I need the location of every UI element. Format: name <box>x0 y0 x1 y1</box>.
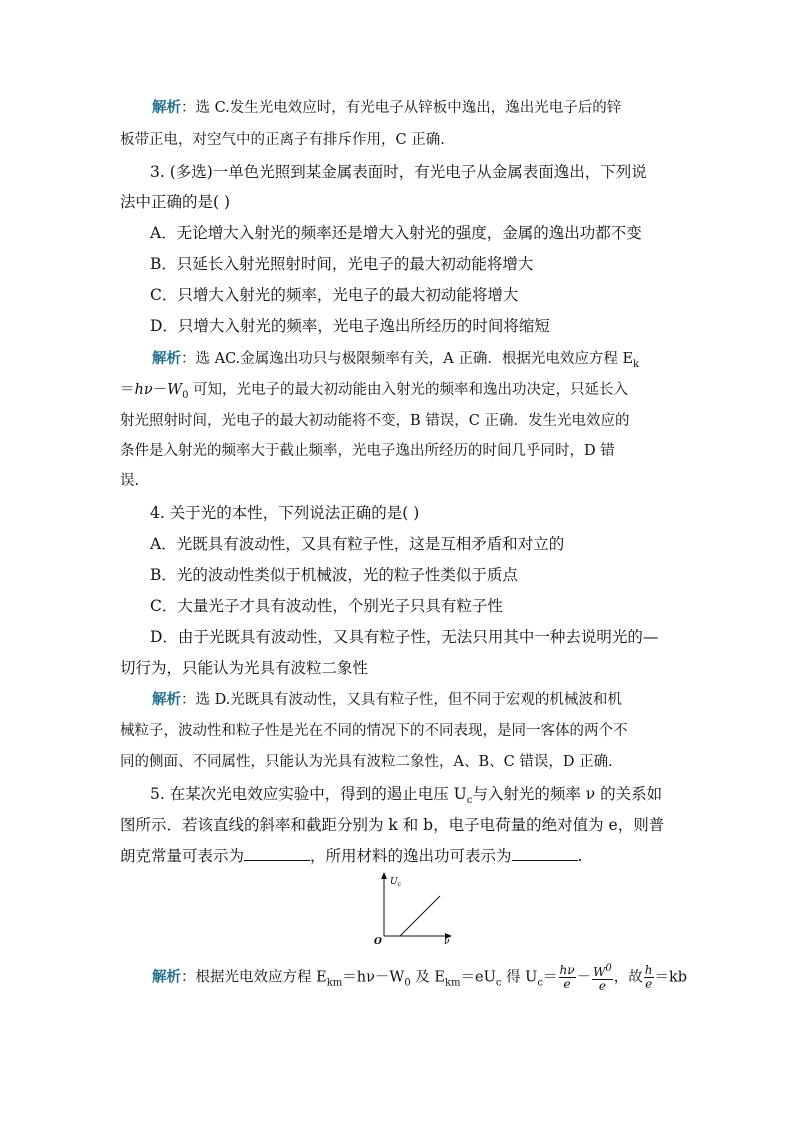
y-axis-arrow <box>381 872 387 879</box>
data-line <box>400 896 440 936</box>
q5-explanation-text: 得 U <box>501 969 538 986</box>
q5-stem-line-2: 图所示．若该直线的斜率和截距分别为 k 和 b，电子电荷量的绝对值为 e，则普 <box>120 816 665 834</box>
q2-explanation-text: ：选 C.发生光电效应时，有光电子从锌板中逸出，逸出光电子后的锌 <box>181 100 622 116</box>
subscript: k <box>633 358 640 370</box>
q3-explanation-text: 可知，光电子的最大初动能由入射光的频率和逸出功决定，只延长入 <box>188 382 629 398</box>
q4-explanation-line-1 <box>152 690 622 710</box>
answer-blank-1[interactable] <box>244 846 310 861</box>
subscript: 0 <box>404 977 411 989</box>
subscript: km <box>445 977 461 989</box>
minus-sign: － <box>576 969 592 986</box>
q5-explanation-text: ＝hν－W <box>342 969 405 986</box>
q3-option-d: D．只增大入射光的频率，光电子逸出所经历的时间将缩短 <box>150 317 550 335</box>
explanation-label: 解析 <box>152 968 181 986</box>
q3-explanation-line-3: 射光照射时间，光电子的最大初动能将不变，B 错误，C 正确．发生光电效应的 <box>120 413 630 429</box>
q4-option-d-continued: 切行为，只能认为光具有波粒二象性 <box>120 659 369 677</box>
q3-stem-line-2: 法中正确的是( ) <box>120 193 231 211</box>
q5-text: 5. 在某次光电效应实验中，得到的遏止电压 U <box>150 785 467 803</box>
q5-text: 与入射光的频率 ν 的关系如 <box>472 785 663 803</box>
origin-label: O <box>374 937 382 946</box>
q4-option-d: D．由于光既具有波动性，又具有粒子性，无法只用其中一种去说明光的— <box>150 628 659 646</box>
q3-option-c: C．只增大入射光的频率，光电子的最大初动能将增大 <box>150 286 519 304</box>
q5-explanation-text: ：根据光电效应方程 E <box>181 969 327 986</box>
fraction-hv-over-e: $\frac{h\nu}{e}$ <box>559 963 575 991</box>
q5-explanation-line-1 <box>152 962 687 995</box>
subscript: c <box>466 795 473 807</box>
q5-stem-line-1 <box>150 784 662 811</box>
q3-explanation-line-2 <box>120 380 628 406</box>
subscript: km <box>326 977 343 989</box>
y-axis-label: $U_c$ <box>390 877 401 888</box>
equals-sign: ＝ <box>543 969 558 986</box>
explanation-label: 解析 <box>152 350 181 367</box>
q3-explanation-line-1 <box>152 349 639 375</box>
q3-option-b: B．只延长入射光照射时间，光电子的最大初动能将增大 <box>150 255 534 273</box>
q4-option-c: C．大量光子才具有波动性，个别光子只具有粒子性 <box>150 597 503 615</box>
q5-stem-line-3 <box>120 846 582 866</box>
subscript: c <box>537 977 544 989</box>
q2-explanation-line-1 <box>152 98 621 118</box>
subscript: 0 <box>182 389 189 401</box>
q4-option-a: A．光既具有波动性，又具有粒子性，这是互相矛盾和对立的 <box>150 535 565 553</box>
q3-explanation-text: ：选 AC.金属逸出功只与极限频率有关，A 正确．根据光电效应方程 E <box>181 351 634 367</box>
q3-explanation-line-5: 误. <box>120 473 140 489</box>
explanation-label: 解析 <box>152 99 181 116</box>
q3-stem-line-1: 3. (多选)一单色光照到某金属表面时，有光电子从金属表面逸出，下列说 <box>150 163 647 181</box>
subscript: c <box>495 977 502 989</box>
uc-vs-frequency-graph <box>370 870 460 946</box>
q5-explanation-text: ，故 <box>613 969 643 986</box>
q5-text: 朗克常量可表示为 <box>120 847 245 865</box>
math-w: W <box>167 382 183 398</box>
equals-sign: ＝ <box>120 382 135 398</box>
q3-option-a: A．无论增大入射光的频率还是增大入射光的强度，金属的逸出功都不变 <box>150 224 642 242</box>
q4-stem: 4. 关于光的本性，下列说法正确的是( ) <box>150 504 420 522</box>
q5-explanation-text: ＝kb <box>654 969 688 986</box>
q4-explanation-text: ：选 D.光既具有波动性，又具有粒子性，但不同于宏观的机械波和机 <box>181 692 622 708</box>
explanation-label: 解析 <box>152 691 181 708</box>
q4-explanation-line-2: 械粒子，波动性和粒子性是光在不同的情况下的不同表现，是同一客体的两个不 <box>120 723 628 739</box>
minus-sign: － <box>152 382 168 398</box>
q5-explanation-text: 及 E <box>410 969 445 986</box>
q3-explanation-line-4: 条件是入射光的频率大于截止频率，光电子逸出所经历的时间几乎同时，D 错 <box>120 443 615 459</box>
q2-explanation-line-2: 板带正电，对空气中的正离子有排斥作用，C 正确. <box>120 132 445 148</box>
math-hv: hν <box>134 382 153 398</box>
fraction-w0-over-e: $\frac{W^0}{e}$ <box>593 963 612 993</box>
answer-blank-2[interactable] <box>512 846 578 861</box>
q5-explanation-text: ＝eU <box>460 969 496 986</box>
x-axis-label: ν <box>444 937 450 946</box>
q5-text: . <box>577 847 583 865</box>
q5-text: ，所用材料的逸出功可表示为 <box>310 847 512 865</box>
q4-option-b: B．光的波动性类似于机械波，光的粒子性类似于质点 <box>150 566 518 584</box>
fraction-h-over-e: $\frac{h}{e}$ <box>644 963 653 991</box>
q4-explanation-line-3: 同的侧面、不同属性，只能认为光具有波粒二象性，A、B、C 错误，D 正确. <box>120 754 613 770</box>
